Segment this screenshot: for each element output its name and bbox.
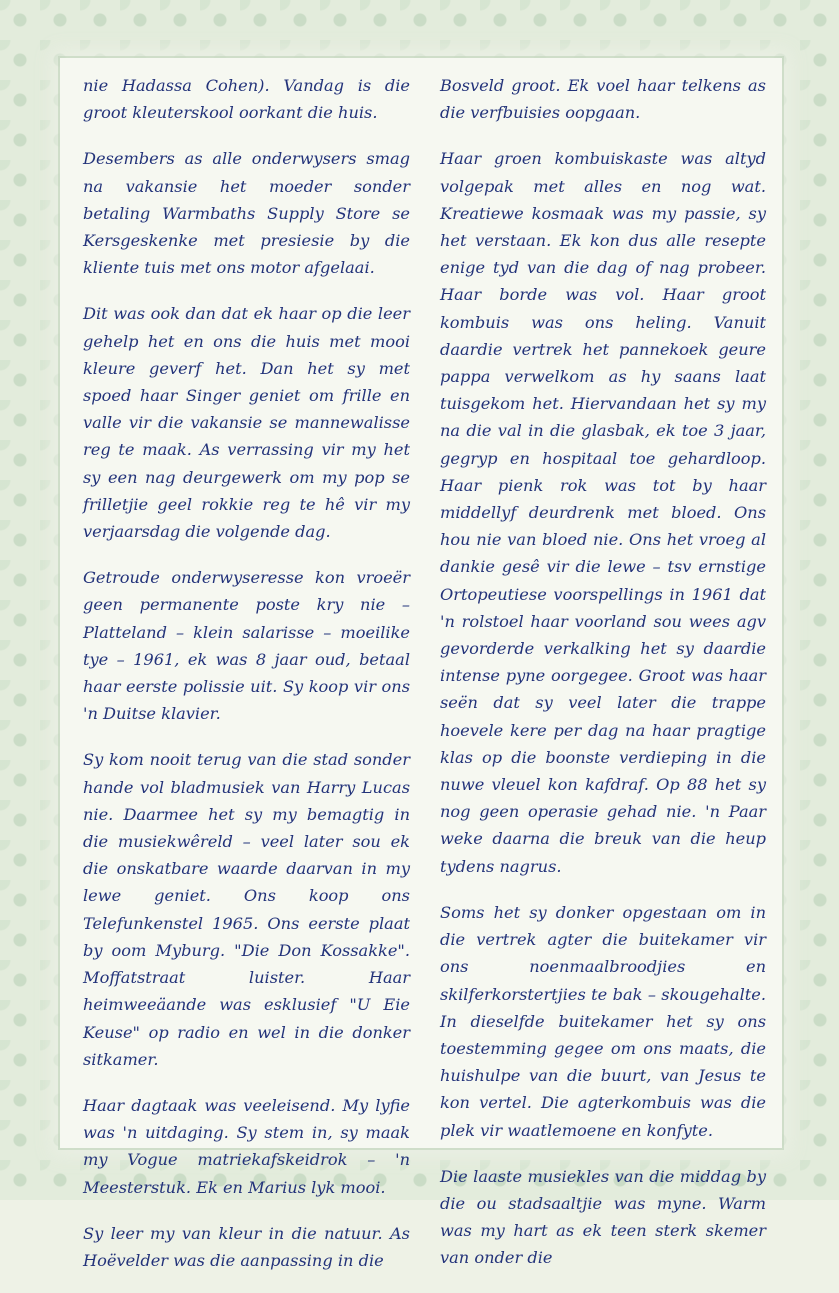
- paragraph: Haar groen kombuiskaste was altyd volgepak met alles en nog wat. Kreatiewe kosmaak was my passie, sy het verstaan. Ek kon dus alle resepte enige tyd van die dag of nag probeer. Haar borde was vol. Haar groot kombuis was ons heling. Vanuit daardie vertrek het pannekoek geure pappa verwelkom as hy saans laat tuisgekom het. Hiervandaan het sy my na die val in die glasbak, ek toe 3 jaar, gegryp en hospitaal toe gehardloop. Haar pienk rok was tot by haar middellyf deurdrenk met bloed. Ons hou nie van bloed nie. Ons het vroeg al dankie gesê vir die lewe – tsv ernstige Ortopeutiese voorspellings in 1961 dat 'n rolstoel haar voorland sou wees agv gevorderde verkalking het sy daardie intense pyne oorgegee. Groot was haar seën dat sy veel later die trappe hoevele kere per dag na haar pragtige klas op die boonste verdieping in die nuwe vleuel kon kafdraf. Op 88 het sy nog geen operasie gehad nie. 'n Paar weke daarna die breuk van die heup tydens nagrus.: [440, 149, 766, 876]
- left-column: [83, 72, 410, 1293]
- paragraph: Soms het sy donker opgestaan om in die vertrek agter die buitekamer vir ons noenmaalbroodjies en skilferkorstertjies te bak – skougehalte. In dieselfde buitekamer het sy ons toestemming gegee om ons maats, die huishulpe van die buurt, van Jesus te kon vertel. Die agterkombuis was die plek vir waatlemoene en konfyte.: [440, 902, 766, 1140]
- paragraph: Dit was ook dan dat ek haar op die leer gehelp het en ons die huis met mooi kleure geverf het. Dan het sy met spoed haar Singer geniet om frille en valle vir die vakansie se mannewalisse reg te maak. As verrassing vir my het sy een nag deurgewerk om my pop se frilletjie geel rokkie reg te hê vir my verjaarsdag die volgende dag.: [83, 304, 410, 542]
- paragraph: Die laaste musiekles van die middag by die ou stadsaaltjie was myne. Warm was my hart as ek teen sterk skemer van onder die: [440, 1166, 766, 1268]
- paragraph: Bosveld groot. Ek voel haar telkens as die verfbuisies oopgaan.: [440, 76, 766, 123]
- paragraph: Sy kom nooit terug van die stad sonder hande vol bladmusiek van Harry Lucas nie. Daarmee het sy my bemagtig in die musiekwêreld – veel later sou ek die onskatbare waarde daarvan in my lewe geniet. Ons koop ons Telefunkenstel 1965. Ons eerste plaat by oom Myburg. "Die Don Kossakke". Moffatstraat luister. Haar heimweeäande was esklusief "U Eie Keuse" op radio en wel in die donker sitkamer.: [83, 750, 410, 1069]
- paragraph: Sy leer my van kleur in die natuur. As Hoëvelder was die aanpassing in die: [83, 1223, 410, 1270]
- paragraph: nie Hadassa Cohen). Vandag is die groot kleuterskool oorkant die huis.: [83, 76, 410, 123]
- paragraph: Haar dagtaak was veeleisend. My lyfie was 'n uitdaging. Sy stem in, sy maak my Vogue matriekafskeidrok – 'n Meesterstuk. Ek en Marius lyk mooi.: [83, 1095, 410, 1197]
- paragraph: Desembers as alle onderwysers smag na vakansie het moeder sonder betaling Warmbaths Supply Store se Kersgeskenke met presiesie by die kliente tuis met ons motor afgelaai.: [83, 149, 410, 278]
- paragraph: Getroude onderwyseresse kon vroeër geen permanente poste kry nie – Platteland – klein salarisse – moeilike tye – 1961, ek was 8 jaar oud, betaal haar eerste polissie uit. Sy koop vir ons 'n Duitse klavier.: [83, 568, 410, 724]
- right-column: [440, 72, 766, 1291]
